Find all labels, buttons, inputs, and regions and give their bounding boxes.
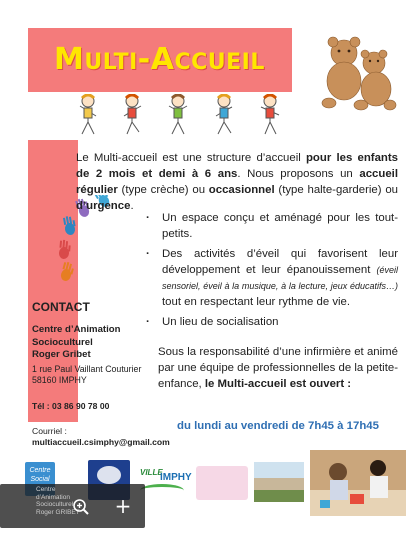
contact-heading: CONTACT: [32, 300, 90, 314]
email-link[interactable]: multiaccueil.csimphy@gmail.com: [32, 437, 170, 447]
feature-item-socialisation: · Un lieu de socialisation: [146, 314, 398, 330]
contact-address: 1 rue Paul Vaillant Couturier 58160 IMPHY: [32, 364, 142, 385]
zoom-in-icon[interactable]: [72, 498, 90, 516]
page-title: MULTI-ACCUEIL: [54, 42, 265, 77]
town-photo: [254, 462, 304, 502]
teddy-bears-image: [314, 33, 400, 113]
dancing-children-illustration: [66, 94, 292, 138]
partner-logo-pink: [196, 466, 248, 500]
contact-phone: Tél : 03 86 90 78 00: [32, 401, 110, 411]
features-list: [146, 210, 398, 334]
contact-email: Courriel : multiaccueil.csimphy@gmail.com: [32, 426, 170, 447]
intro-paragraph: Le Multi-accueil est une structure d’accueil pour les enfants de 2 mois et demi à 6 ans. Nous proposons un accueil régulier (type crèche) ou occasionnel (type halte-garderie) ou d’urgence.: [76, 152, 399, 212]
children-playing-photo: [310, 450, 406, 516]
expand-button[interactable]: +: [114, 494, 132, 518]
feature-item-space: · Un espace conçu et aménagé pour les tout-petits.: [146, 210, 398, 242]
opening-hours: du lundi au vendredi de 7h45 à 17h45: [177, 420, 379, 432]
overlay-caption: Centre d’Animation Socioculturel Roger GRIBET: [36, 486, 80, 516]
responsibility-paragraph: Sous la responsabilité d’une infirmière et animé par une équipe de professionnelles de la petite-enfance, le Multi-accueil est ouvert :: [158, 346, 399, 390]
centre-social-logo: Centre Social: [25, 462, 55, 496]
imphy-city-logo: VILLE IMPHY: [140, 468, 188, 498]
contact-organisation: Centre d’Animation Socioculturel Roger Gribet: [32, 324, 121, 360]
feature-item-activities: · Des activités d’éveil qui favorisent leur développement et leur épanouissement (éveil sensoriel, éveil à la musique, à la lecture, jeux éducatifs…) tout en respectant leur rythme de vie.: [146, 246, 398, 310]
